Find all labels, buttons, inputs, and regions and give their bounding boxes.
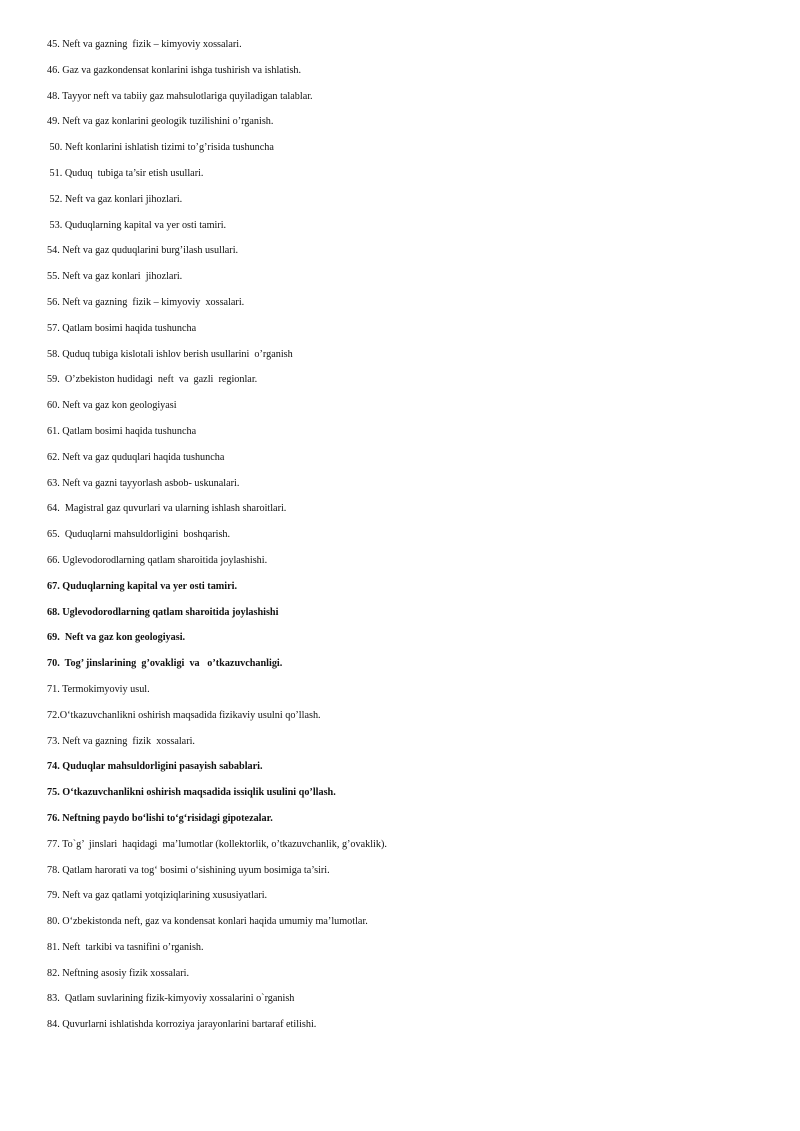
list-item: 68. Uglevodorodlarning qatlam sharoitida joylashishi bbox=[47, 606, 279, 618]
question-list bbox=[47, 36, 767, 1042]
list-item: 58. Quduq tubiga kislotali ishlov berish usullarini o’rganish bbox=[47, 348, 293, 360]
list-item: 78. Qatlam harorati va tog‘ bosimi o‘sishining uyum bosimiga ta’siri. bbox=[47, 864, 330, 876]
list-item: 54. Neft va gaz quduqlarini burg’ilash usullari. bbox=[47, 245, 239, 257]
list-item: 65. Quduqlarni mahsuldorligini boshqarish. bbox=[47, 529, 231, 541]
list-item: 67. Quduqlarning kapital va yer osti tamiri. bbox=[47, 580, 238, 592]
list-item: 74. Quduqlar mahsuldorligini pasayish sabablari. bbox=[47, 761, 263, 773]
list-item: 81. Neft tarkibi va tasnifini o’rganish. bbox=[47, 941, 204, 953]
list-item: 61. Qatlam bosimi haqida tushuncha bbox=[47, 425, 197, 437]
list-item: 71. Termokimyoviy usul. bbox=[47, 683, 150, 695]
list-item: 52. Neft va gaz konlari jihozlari. bbox=[47, 193, 183, 205]
list-item: 49. Neft va gaz konlarini geologik tuzilishini o’rganish. bbox=[47, 116, 274, 128]
list-item: 59. O’zbekiston hudidagi neft va gazli regionlar. bbox=[47, 374, 258, 386]
list-item: 62. Neft va gaz quduqlari haqida tushuncha bbox=[47, 451, 225, 463]
list-item: 66. Uglevodorodlarning qatlam sharoitida joylashishi. bbox=[47, 554, 268, 566]
list-item: 50. Neft konlarini ishlatish tizimi to’g’risida tushuncha bbox=[47, 142, 274, 154]
list-item: 84. Quvurlarni ishlatishda korroziya jarayonlarini bartaraf etilishi. bbox=[47, 1019, 317, 1031]
list-item: 76. Neftning paydo bo‘lishi to‘g‘risidagi gipotezalar. bbox=[47, 812, 273, 824]
list-item: 77. To`g’ jinslari haqidagi ma’lumotlar (kollektorlik, o’tkazuvchanlik, g’ovaklik). bbox=[47, 838, 387, 850]
list-item: 80. O‘zbekistonda neft, gaz va kondensat konlari haqida umumiy ma’lumotlar. bbox=[47, 916, 368, 928]
list-item: 51. Quduq tubiga ta’sir etish usullari. bbox=[47, 167, 204, 179]
list-item: 82. Neftning asosiy fizik xossalari. bbox=[47, 967, 190, 979]
list-item: 63. Neft va gazni tayyorlash asbob- uskunalari. bbox=[47, 477, 240, 489]
list-item: 69. Neft va gaz kon geologiyasi. bbox=[47, 632, 186, 644]
list-item: 46. Gaz va gazkondensat konlarini ishga tushirish va ishlatish. bbox=[47, 64, 302, 76]
list-item: 83. Qatlam suvlarining fizik-kimyoviy xossalarini o`rganish bbox=[47, 993, 295, 1005]
list-item: 55. Neft va gaz konlari jihozlari. bbox=[47, 271, 183, 283]
list-item: 48. Tayyor neft va tabiiy gaz mahsulotlariga quyiladigan talablar. bbox=[47, 90, 313, 102]
list-item: 64. Magistral gaz quvurlari va ularning ishlash sharoitlari. bbox=[47, 503, 287, 515]
list-item: 72.O‘tkazuvchanlikni oshirish maqsadida fizikaviy usulni qo’llash. bbox=[47, 709, 321, 721]
list-item: 79. Neft va gaz qatlami yotqiziqlarining xususiyatlari. bbox=[47, 890, 268, 902]
list-item: 56. Neft va gazning fizik – kimyoviy xossalari. bbox=[47, 296, 245, 308]
list-item: 75. O‘tkazuvchanlikni oshirish maqsadida issiqlik usulini qo’llash. bbox=[47, 787, 336, 799]
list-item: 70. Tog’ jinslarining g’ovakligi va o’tkazuvchanligi. bbox=[47, 658, 283, 670]
list-item: 57. Qatlam bosimi haqida tushuncha bbox=[47, 322, 197, 334]
list-item: 53. Quduqlarning kapital va yer osti tamiri. bbox=[47, 219, 227, 231]
list-item: 60. Neft va gaz kon geologiyasi bbox=[47, 400, 177, 412]
list-item: 73. Neft va gazning fizik xossalari. bbox=[47, 735, 195, 747]
list-item: 45. Neft va gazning fizik – kimyoviy xossalari. bbox=[47, 39, 242, 50]
